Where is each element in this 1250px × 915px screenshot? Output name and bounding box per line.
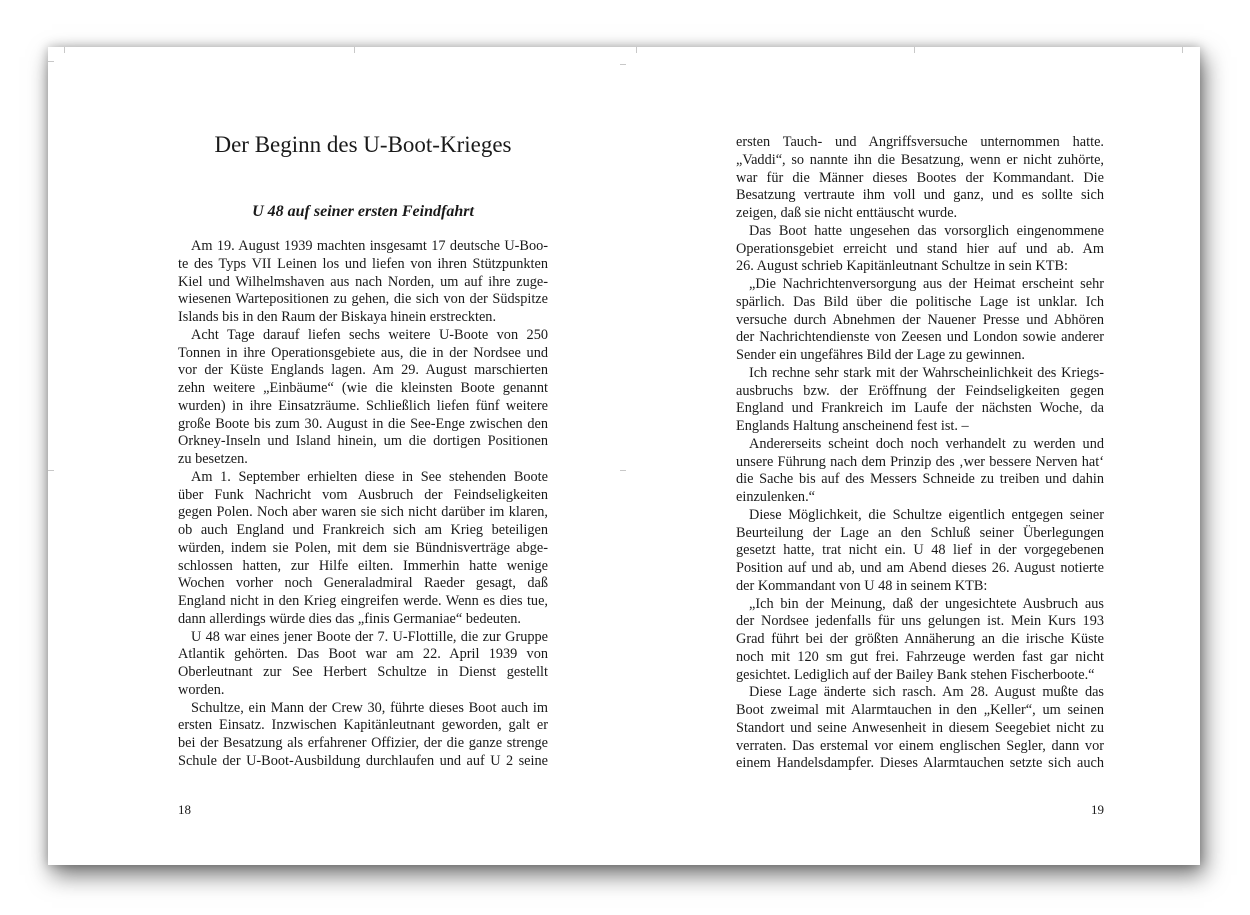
text-line: schlossen hatten, zur Hilfe eilten. Immerhin hatte wenige (178, 557, 548, 574)
text-line: Grad führt bei der größten Annäherung an die irische Küste (736, 631, 1104, 647)
text-line: gesetzt hatte, trat nicht ein. U 48 lief in der vorgegebenen (736, 542, 1104, 559)
text-line: Orkney-Inseln und Island hinein, um die dortigen Positionen (178, 433, 548, 450)
text-line: Islands bis in den Raum der Biskaya hinein erstreckten. (178, 309, 497, 325)
text-line: worden. (178, 681, 225, 698)
text-line: versuche durch Abnehmen der Nauener Presse und Abhören (736, 311, 1104, 328)
text-line: unsere Führung nach dem Prinzip des ‚wer bessere Nerven hat‘ (736, 453, 1104, 470)
text-line: zeigen, daß sie nicht enttäuscht wurde. (736, 205, 958, 221)
crop-mark (620, 470, 626, 471)
text-line: U 48 war eines jener Boote der 7. U-Flottille, die zur Gruppe (191, 628, 548, 645)
text-line: ersten Tauch- und Angriffsversuche unternommen hatte. (736, 134, 1104, 150)
crop-mark (48, 470, 54, 471)
text-line: Atlantik gehörten. Das Boot war am 22. April 1939 von (178, 646, 548, 663)
page-number: 19 (1091, 802, 1104, 817)
text-line: ersten Einsatz. Inzwischen Kapitänleutnant geworden, galt er (178, 717, 548, 734)
left-page-body (178, 238, 548, 771)
text-line: dann allerdings würde dies das „finis Germaniae“ bedeuten. (178, 610, 521, 627)
crop-mark (354, 47, 355, 53)
text-line: „Vaddi“, so nannte ihn die Besatzung, wenn er nicht zuhörte, (736, 151, 1104, 168)
text-line: Operationsgebiet erreicht und stand hier auf und ab. Am (736, 240, 1104, 257)
text-line: zehn weitere „Einbäume“ (wie die kleinsten Boote genannt (178, 380, 548, 396)
text-line: Ich rechne sehr stark mit der Wahrscheinlichkeit des Kriegs- (749, 364, 1104, 381)
text-line: Position auf und ab, und am Abend dieses 26. August notierte (736, 560, 1104, 576)
text-line: würden, indem sie Polen, mit dem sie Bündnisverträge abge- (178, 539, 548, 556)
text-line: Schule der U-Boot-Ausbildung durchlaufen und auf U 2 seine (178, 752, 548, 769)
text-line: die Sache bis auf des Messers Schneide zu treiben und dahin (736, 471, 1104, 488)
text-line: bei der Besatzung als erfahrener Offizier, der die ganze strenge (178, 735, 548, 751)
text-line: Sender ein ungefähres Bild der Lage zu gewinnen. (736, 347, 1026, 363)
text-line: England und Frankreich im Laufe der nächsten Woche, da (736, 400, 1104, 417)
text-line: Am 19. August 1939 machten insgesamt 17 deutsche U-Boo- (191, 238, 548, 254)
text-line: „Die Nachrichtenversorgung aus der Heimat erscheint sehr (749, 276, 1104, 292)
right-page-body (736, 134, 1104, 773)
text-line: wurden) in ihre Einsatzräume. Schließlich liefen fünf weitere (178, 397, 548, 414)
book-spread (48, 47, 1200, 865)
page-number: 18 (178, 802, 191, 817)
text-line: Englands Haltung anscheinend fest ist. – (736, 418, 969, 434)
text-line: Am 1. September erhielten diese in See stehenden Boote (191, 468, 548, 485)
text-line: te des Typs VII Leinen los und liefen von ihren Stützpunkten (178, 255, 548, 272)
text-line: Standort und seine Anwesenheit in diesem Seegebiet nicht zu (736, 719, 1104, 736)
text-line: große Boote bis zum 30. August in die See-Enge zwischen den (178, 415, 548, 432)
text-line: Schultze, ein Mann der Crew 30, führte dieses Boot auch im (191, 699, 548, 716)
crop-mark (64, 47, 65, 53)
text-line: verraten. Das erstemal vor einem englischen Segler, dann vor (736, 737, 1104, 754)
crop-mark (620, 64, 626, 65)
crop-mark (1182, 47, 1183, 53)
text-line: spärlich. Das Bild über die politische Lage ist unklar. Ich (736, 293, 1104, 310)
text-line: ausbruchs bzw. der Eröffnung der Feindseligkeiten gegen (736, 382, 1104, 399)
text-line: 26. August schrieb Kapitänleutnant Schultze in sein KTB: (736, 258, 1068, 275)
text-line: gesichtet. Lediglich auf der Bailey Bank stehen Fischerboote.“ (736, 666, 1095, 683)
crop-mark (48, 61, 54, 62)
text-line: Tonnen in ihre Operationsgebiete aus, die in der Nordsee und (178, 344, 548, 361)
crop-mark (636, 47, 637, 53)
text-line: Das Boot hatte ungesehen das vorsorglich eingenommene (749, 222, 1104, 239)
text-line: über Funk Nachricht vom Ausbruch der Feindseligkeiten (178, 486, 548, 503)
section-subtitle: U 48 auf seiner ersten Feindfahrt (252, 203, 474, 220)
text-line: Kiel und Wilhelmshaven aus nach Norden, um auf ihre zuge- (178, 273, 548, 290)
text-line: Wochen vorher noch Generaladmiral Raeder gesagt, daß (178, 575, 548, 592)
text-line: Besatzung vertraute ihm voll und ganz, und es sollte sich (736, 187, 1104, 204)
text-line: Andererseits scheint doch noch verhandelt zu werden und (749, 435, 1104, 452)
text-line: Oberleutnant zur See Herbert Schultze in Dienst gestellt (178, 664, 548, 680)
text-line: wiesenen Wartepositionen zu gehen, die sich von der Südspitze (178, 291, 548, 308)
text-line: Boot zweimal mit Alarmtauchen in den „Keller“, um seinen (736, 702, 1104, 718)
text-line: Acht Tage darauf liefen sechs weitere U-Boote von 250 (191, 326, 548, 343)
text-line: der Kommandant von U 48 in seinem KTB: (736, 577, 988, 594)
text-line: ob auch England und Frankreich sich am Krieg beteiligen (178, 522, 548, 538)
text-line: gegen Polen. Noch aber waren sie sich nicht darüber im klaren, (178, 504, 548, 521)
text-line: der Nachrichtendienste von Zeesen und London sowie anderer (736, 329, 1104, 346)
text-line: zu besetzen. (178, 451, 248, 467)
text-line: einem Handelsdampfer. Dieses Alarmtauchen setzte sich auch (736, 755, 1104, 772)
text-line: der Nordsee jedenfalls für uns gelungen ist. Mein Kurs 193 (736, 613, 1104, 630)
text-line: Diese Möglichkeit, die Schultze eigentlich entgegen seiner (749, 506, 1104, 523)
crop-mark (914, 47, 915, 53)
text-line: „Ich bin der Meinung, daß der ungesichtete Ausbruch aus (749, 595, 1104, 612)
text-line: Beurteilung der Lage an den Schluß seiner Überlegungen (736, 524, 1104, 541)
text-line: noch mit 120 sm gut frei. Fahrzeuge werden fast gar nicht (736, 648, 1104, 665)
text-line: Diese Lage änderte sich rasch. Am 28. August mußte das (749, 684, 1104, 701)
text-line: einzulenken.“ (736, 489, 815, 505)
text-line: war für die Männer dieses Bootes der Kommandant. Die (736, 169, 1104, 186)
chapter-title: Der Beginn des U-Boot-Krieges (214, 132, 512, 157)
text-line: vor der Küste Englands lagen. Am 29. August marschierten (178, 362, 548, 379)
text-line: England nicht in den Krieg eingreifen werde. Wenn es dies tue, (178, 593, 548, 609)
